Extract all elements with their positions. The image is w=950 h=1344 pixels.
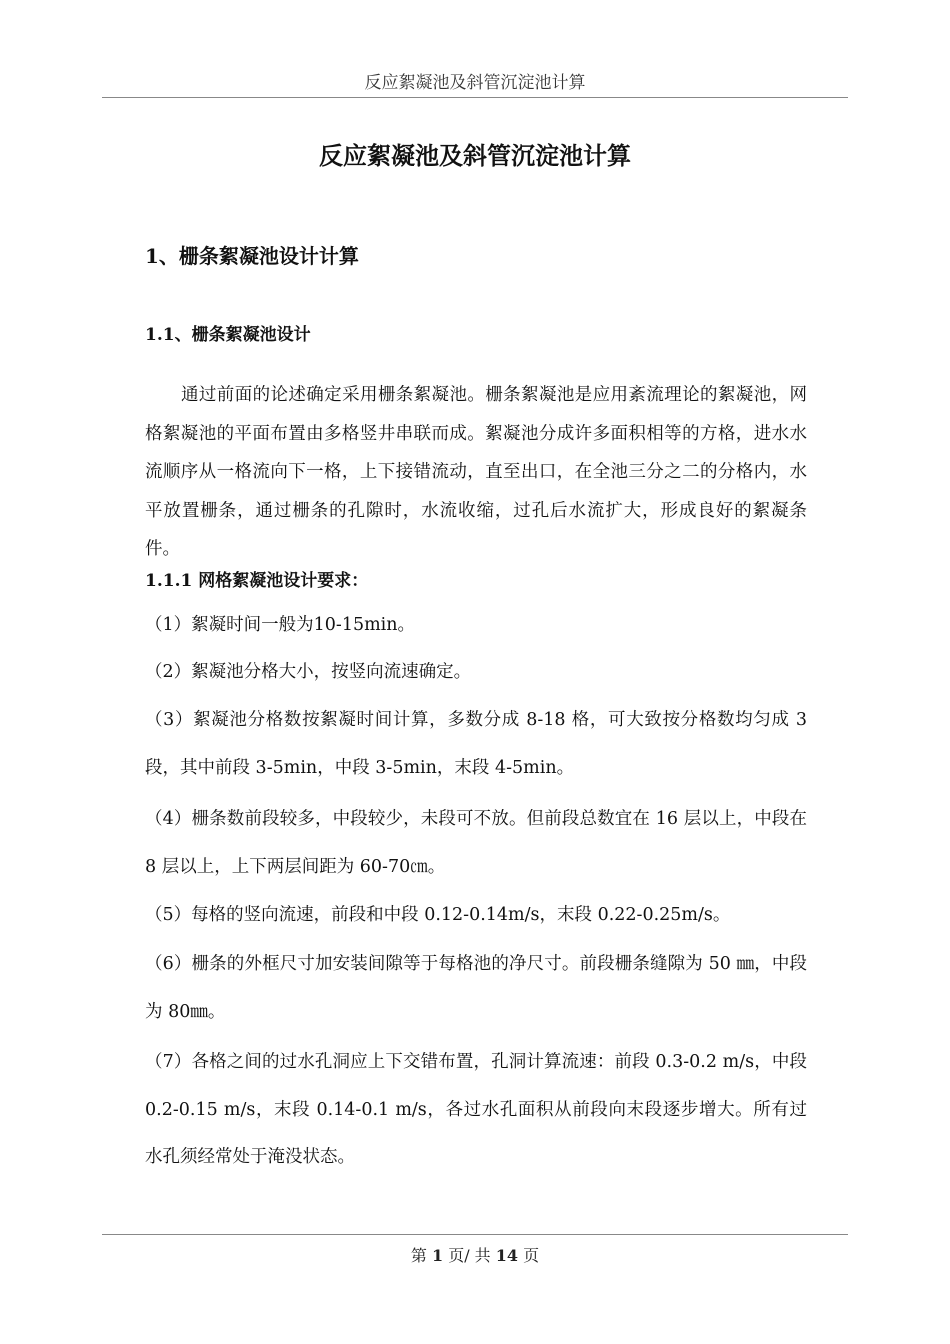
- requirement-item: （5）每格的竖向流速，前段和中段 0.12-0.14m/s，末段 0.22-0.25m/s。: [145, 905, 731, 925]
- current-page-number: 1: [431, 1246, 444, 1265]
- requirement-item: （7）各格之间的过水孔洞应上下交错布置，孔洞计算流速：前段 0.3-0.2 m/s，中段 0.2-0.15 m/s，末段 0.14-0.1 m/s，各过水孔面积从前段向末段逐步增大。所有过水孔须经常处于淹没状态。: [145, 1052, 807, 1167]
- header-rule: [102, 97, 848, 98]
- requirement-item: （3）絮凝池分格数按絮凝时间计算，多数分成 8-18 格，可大致按分格数均匀成 3 段，其中前段 3-5min，中段 3-5min，末段 4-5min。: [145, 710, 807, 778]
- subsection-heading-1-1: 1.1、栅条絮凝池设计: [145, 325, 311, 345]
- document-title: 反应絮凝池及斜管沉淀池计算: [319, 141, 631, 170]
- requirement-item: （4）栅条数前段较多，中段较少，未段可不放。但前段总数宜在 16 层以上，中段在 8 层以上，上下两层间距为 60-70㎝。: [145, 809, 807, 877]
- requirement-item: （2）絮凝池分格大小，按竖向流速确定。: [145, 662, 472, 682]
- footer-middle: 页/ 共: [448, 1246, 491, 1265]
- footer-suffix: 页: [523, 1246, 540, 1265]
- intro-paragraph: 通过前面的论述确定采用栅条絮凝池。栅条絮凝池是应用紊流理论的絮凝池，网格絮凝池的平面布置由多格竖井串联而成。絮凝池分成许多面积相等的方格，进水水流顺序从一格流向下一格，上下接错流动，直至出口，在全池三分之二的分格内，水平放置栅条，通过栅条的孔隙时，水流收缩，过孔后水流扩大，形成良好的絮凝条件。: [145, 385, 807, 559]
- requirement-item: （6）栅条的外框尺寸加安装间隙等于每格池的净尺寸。前段栅条缝隙为 50 ㎜，中段为 80㎜。: [145, 954, 807, 1022]
- footer-rule: [102, 1234, 848, 1235]
- requirement-item: （1）絮凝时间一般为10-15min。: [145, 615, 416, 635]
- total-page-count: 14: [495, 1246, 519, 1265]
- footer-prefix: 第: [410, 1246, 427, 1265]
- page-footer: [0, 1243, 950, 1266]
- section-heading-1: 1、栅条絮凝池设计计算: [145, 244, 359, 268]
- running-header: 反应絮凝池及斜管沉淀池计算: [364, 73, 586, 93]
- requirements-heading: 1.1.1 网格絮凝池设计要求：: [145, 571, 369, 591]
